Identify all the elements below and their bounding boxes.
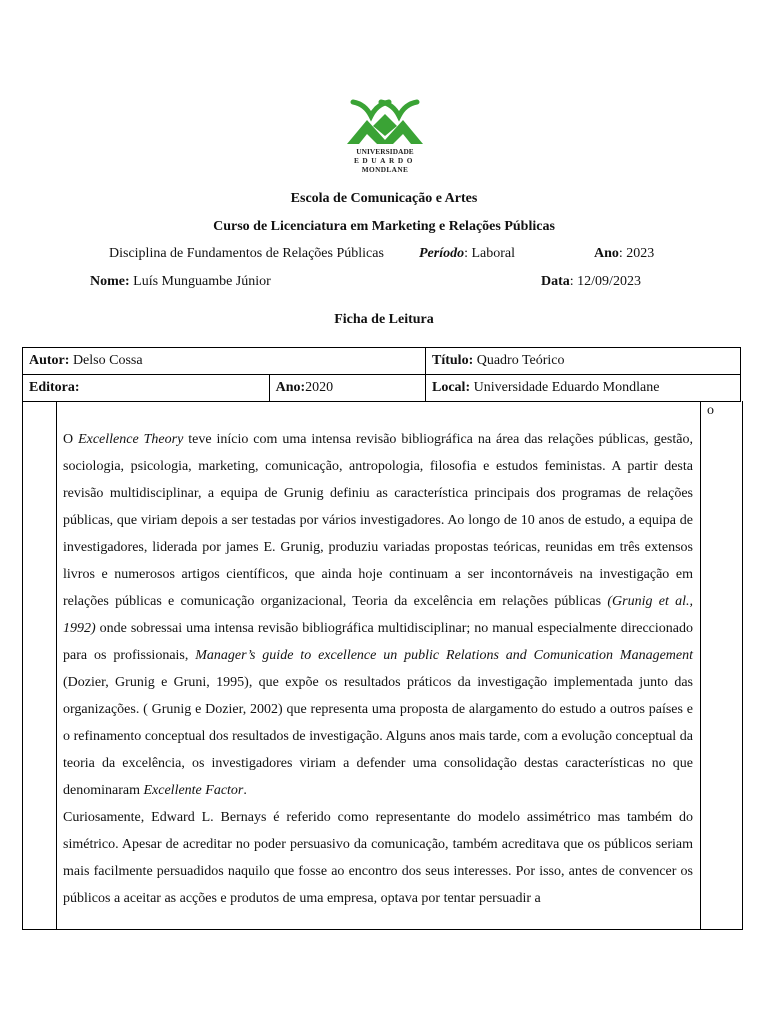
logo-text-line3: MONDLANE — [361, 165, 409, 174]
stray-character: o — [707, 403, 714, 418]
date-value: : 12/09/2023 — [569, 274, 641, 289]
place-value: Universidade Eduardo Mondlane — [470, 380, 660, 395]
period-label: Período — [419, 246, 465, 261]
author-label: Autor: — [29, 353, 70, 368]
student-name — [90, 274, 271, 290]
publisher-cell — [23, 375, 270, 402]
p1-text-i: . — [243, 783, 247, 798]
date-label: Data — [541, 274, 570, 289]
author-value: Delso Cossa — [69, 353, 143, 368]
place-label: Local: — [432, 380, 471, 395]
p1-italic-excellence-theory: Excellence Theory — [78, 432, 184, 447]
year-label: Ano — [594, 246, 619, 261]
metadata-table — [22, 347, 741, 402]
year-cell — [269, 375, 425, 402]
p1-text-c: teve início com uma intensa revisão bibliográfica na área das relações públicas, gestão, sociologia, psicologia, marketing, comunicação, antropologia, filosofia e estudos feministas. A partir desta revisão multidisciplinar, a equipa de Grunig definiu as característica principais dos programas de relações públicas, que viriam depois a ser testadas por vários investigadores. Ao longo de 10 anos de estudo, a equipa de investigadores, liderada por james E. Grunig, produziu variadas propostas teóricas, reunidas em três extensos livros e numerosos artigos científicos, que ainda hoje continuam a ser incontornáveis na investigação em relações públicas e comunicação organizacional, Teoria da excelência em relações públicas — [63, 432, 693, 609]
metadata-row-1 — [23, 348, 741, 375]
course-name: Curso de Licenciatura em Marketing e Relações Públicas — [213, 219, 555, 234]
year-value: : 2023 — [618, 246, 655, 261]
logo-text-line2: EDUARDO — [353, 156, 417, 165]
title-cell — [426, 348, 741, 375]
p1-italic-excellente-factor: Excellente Factor — [143, 783, 244, 798]
content-left-divider — [56, 401, 57, 929]
school-name: Escola de Comunicação e Artes — [290, 191, 478, 206]
paragraph-2: Curiosamente, Edward L. Bernays é referido como representante do modelo assimétrico mas também do simétrico. Apesar de acreditar no poder persuasivo da comunicação, também acreditava que os públicos seriam mais facilmente persuadidos naquilo que fosse ao encontro dos seus interesses. Por isso, antes de convencer os públicos a aceitar as acções e produtos de uma empresa, optava por tentar persuadir a — [63, 810, 693, 906]
paragraph-1 — [63, 426, 693, 804]
period-value: : Laboral — [464, 246, 516, 261]
name-label: Nome: — [90, 274, 130, 289]
metadata-row-2 — [23, 375, 741, 402]
p1-italic-citation: (Grunig et al., 1992) — [63, 594, 693, 636]
logo-emblem-icon — [343, 96, 427, 148]
year — [594, 246, 654, 262]
document-title: Ficha de Leitura — [334, 312, 434, 327]
title-label: Título: — [432, 353, 474, 368]
name-value: Luís Munguambe Júnior — [129, 274, 271, 289]
p1-text-e: onde sobressai uma intensa revisão bibliográfica multidisciplinar; no manual especialmente direccionado para os profissionais, — [63, 621, 693, 663]
reading-notes-text — [63, 426, 693, 912]
year-cell-label: Ano: — [275, 380, 306, 395]
publisher-label: Editora: — [29, 380, 80, 395]
p1-italic-manual-title: Manager’s guide to excellence un public Relations and Comunication Management — [195, 648, 693, 663]
date — [541, 274, 641, 290]
university-logo — [343, 96, 427, 178]
content-right-divider — [700, 401, 701, 929]
title-value: Quadro Teórico — [473, 353, 565, 368]
year-cell-value: 2020 — [305, 380, 334, 395]
discipline: Disciplina de Fundamentos de Relações Públicas — [109, 246, 384, 261]
place-cell — [426, 375, 741, 402]
author-cell — [23, 348, 426, 375]
p1-text-a: O — [63, 432, 79, 447]
logo-text-line1: UNIVERSIDADE — [356, 147, 414, 156]
period — [419, 246, 515, 262]
p1-text-g: (Dozier, Grunig e Gruni, 1995), que expõe os resultados práticos da investigação implementada junto das organizações. ( Grunig e Dozier, 2002) que representa uma proposta de alargamento do estudo a outros países e o refinamento conceptual dos resultados de investigação. Alguns anos mais tarde, com a evolução conceptual da teoria da excelência, os investigadores viriam a defender uma consolidação destas características no que denominaram — [63, 675, 693, 798]
